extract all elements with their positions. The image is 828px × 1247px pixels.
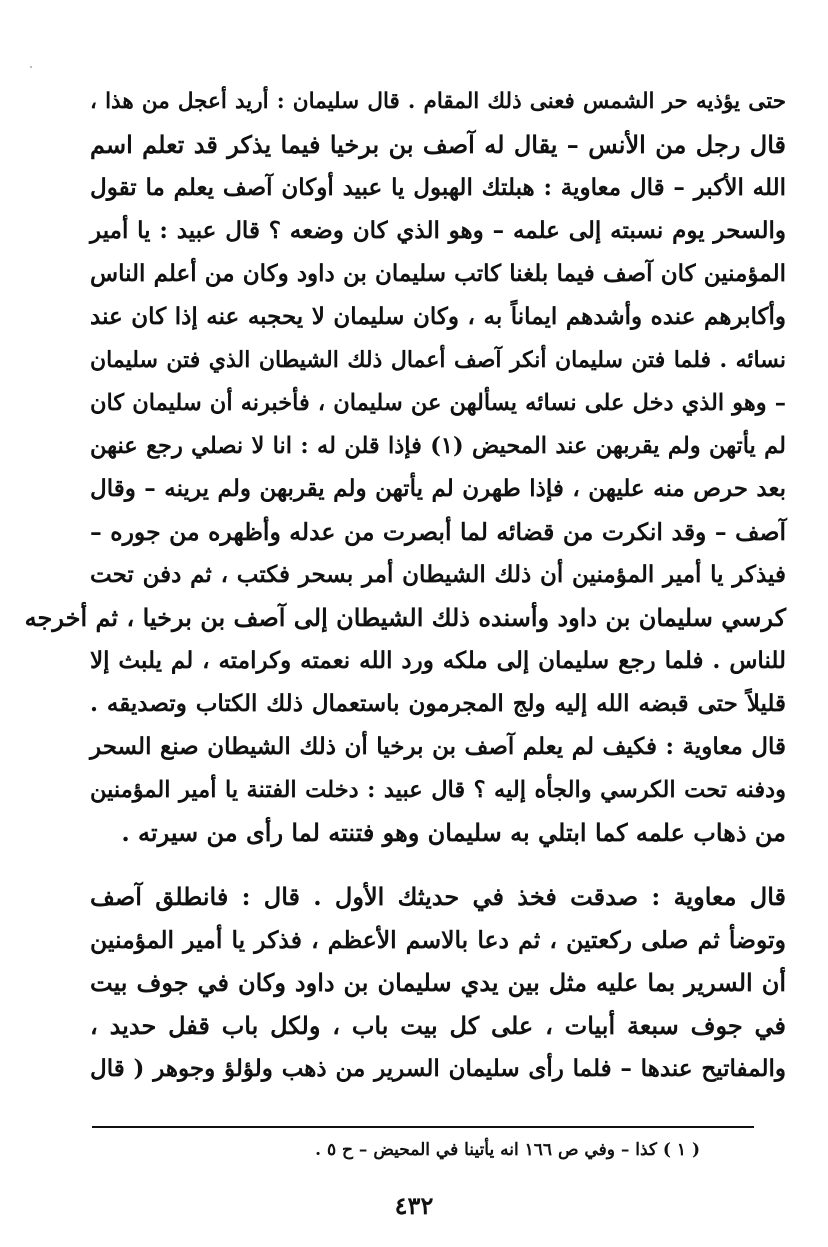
scan-speck (30, 66, 32, 68)
text-line-17: ودفنه تحت الكرسي والجأه إليه ؟ قال عبيد : دخلت الفتنة يا أمير المؤمنين (90, 777, 786, 803)
text-line-22: في جوف سبعة أبيات ، على كل بيت باب ، ولكل باب قفل حديد ، (90, 1011, 786, 1040)
text-line-7: نسائه . فلما فتن سليمان أنكر آصف أعمال ذلك الشيطان الذي فتن سليمان (90, 347, 786, 373)
text-line-18: من ذهاب علمه كما ابتلي به سليمان وهو فتنته لما رأى من سيرته . (121, 818, 786, 847)
text-line-9: لم يأتهن ولم يقربهن عند المحيض (١) فإذا قلن له : انا لا نصلي رجع عنهن (90, 433, 786, 459)
text-line-6: وأكابرهم عنده وأشدهم ايماناً به ، وكان سليمان لا يحجبه عنه إذا كان عند (90, 303, 786, 330)
footnote: ( ١ ) كذا – وفي ص ١٦٦ انه يأتينا في المحيض – ح ٥ . (315, 1140, 700, 1160)
text-line-3: الله الأكبر – قال معاوية : هبلتك الهبول يا عبيد أوكان آصف يعلم ما تقول (90, 174, 786, 201)
text-line-16: قال معاوية : فكيف لم يعلم آصف بن برخيا أن ذلك الشيطان صنع السحر (90, 733, 786, 760)
text-line-20: وتوضأ ثم صلى ركعتين ، ثم دعا بالاسم الأعظم ، فذكر يا أمير المؤمنين (90, 926, 786, 954)
text-line-1: حتى يؤذيه حر الشمس فعنى ذلك المقام . قال سليمان : أريد أعجل من هذا ، (90, 89, 786, 114)
text-line-2: قال رجل من الأنس – يقال له آصف بن برخيا فيما يذكر قد تعلم اسم (90, 130, 786, 159)
text-line-4: والسحر يوم نسبته إلى علمه – وهو الذي كان وضعه ؟ قال عبيد : يا أمير (90, 217, 786, 244)
text-line-21: أن السرير بما عليه مثل بين يدي سليمان بن داود وكان في جوف بيت (90, 968, 786, 997)
text-line-13: كرسي سليمان بن داود وأسنده ذلك الشيطان إلى آصف بن برخيا ، ثم أخرجه (24, 603, 786, 632)
text-line-15: قليلاً حتى قبضه الله إليه ولج المجرمون باستعمال ذلك الكتاب وتصديقه . (90, 690, 786, 717)
text-line-8: – وهو الذي دخل على نسائه يسألهن عن سليمان ، فأخبرنه أن سليمان كان (90, 390, 786, 416)
text-line-11: آصف – وقد انكرت من قضائه لما أبصرت من عدله وأظهره من جوره – (90, 518, 786, 546)
text-line-10: بعد حرص منه عليهن ، فإذا طهرن لم يأتهن ولم يقربهن ولم يرينه – وقال (90, 475, 786, 502)
text-line-19: قال معاوية : صدقت فخذ في حديثك الأول . قال : فانطلق آصف (90, 882, 786, 911)
text-line-23: والمفاتيح عندها – فلما رأى سليمان السرير من ذهب ولؤلؤ وجوهر ( قال (90, 1055, 786, 1082)
text-line-5: المؤمنين كان آصف فيما بلغنا كاتب سليمان بن داود وكان من أعلم الناس (90, 260, 786, 287)
text-line-14: للناس . فلما رجع سليمان إلى ملكه ورد الله نعمته وكرامته ، لم يلبث إلا (90, 647, 786, 674)
footnote-divider (92, 1126, 754, 1128)
page-number: ٤٣٢ (394, 1191, 434, 1220)
text-line-12: فيذكر يا أمير المؤمنين أن ذلك الشيطان أمر بسحر فكتب ، ثم دفن تحت (90, 561, 786, 588)
